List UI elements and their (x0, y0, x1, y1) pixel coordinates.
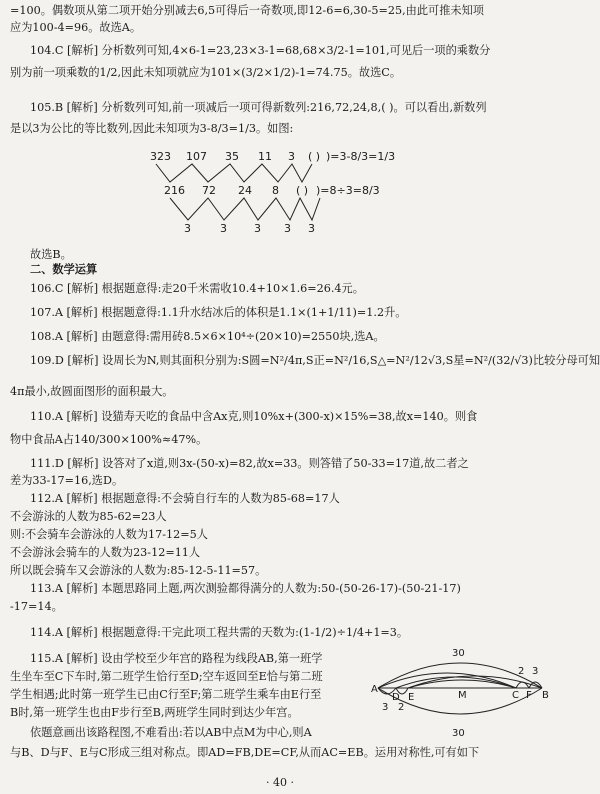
fig-row1-3: 11 (258, 150, 272, 163)
bottom-distance-label: 30 (452, 728, 465, 739)
answer-106: 106.C [解析] 根据题意得:走20千米需收10.4+10×1.6=26.4元。 (30, 282, 364, 295)
text-line: 是以3为公比的等比数列,因此未知项为3-8/3=1/3。如图: (10, 122, 294, 135)
text-line: 与B、D与F、E与C形成三组对称点。即AD=FB,DE=CF,从而AC=EB。运用对称性,可有如下 (10, 746, 480, 759)
fig-row2-0: 216 (164, 184, 185, 197)
label-ad: 3 (382, 702, 389, 713)
point-f: F (526, 690, 532, 701)
fig-row3-3: 3 (284, 222, 291, 235)
answer-104: 104.C [解析] 分析数列可知,4×6-1=23,23×3-1=68,68×3/2-1=101,可见后一项的乘数分 (30, 44, 491, 57)
text-line: 应为100-4=96。故选A。 (10, 21, 142, 34)
fig-row3-1: 3 (220, 222, 227, 235)
text-line: 别为前一项乘数的1/2,因此未知项就应为101×(3/2×1/2)-1=74.75。故选C。 (10, 66, 402, 79)
answer-111: 111.D [解析] 设答对了x道,则3x-(50-x)=82,故x=33。则答错了50-33=17道,故二者之 (30, 457, 469, 470)
route-diagram (372, 644, 552, 740)
answer-109: 109.D [解析] 设周长为N,则其面积分别为:S圆=N²/4π,S正=N²/16,S△=N²/12√3,S星=N²/(32/√3)比较分母可知 (30, 354, 600, 367)
answer-113: 113.A [解析] 本题思路同上题,两次测验都得满分的人数为:50-(50-26-17)-(50-21-17) (30, 582, 461, 595)
text-line: 不会游泳的人数为85-62=23人 (10, 510, 167, 523)
label-de: 2 (398, 702, 405, 713)
text-line: B时,第一班学生也由F步行至B,两班学生同时到达少年宫。 (10, 706, 299, 719)
fig-row2-tail: )=8÷3=8/3 (316, 184, 380, 197)
text-line: 差为33-17=16,选D。 (10, 474, 124, 487)
answer-105: 105.B [解析] 分析数列可知,前一项减后一项可得新数列:216,72,24,8,( )。可以看出,新数列 (30, 101, 487, 114)
point-c: C (512, 690, 519, 701)
fig-row2-2: 24 (238, 184, 252, 197)
text-line: 所以既会骑车又会游泳的人数为:85-12-5-11=57。 (10, 564, 267, 577)
fig-row1-4: 3 (288, 150, 295, 163)
text-line: 生坐车至C下车时,第二班学生恰行至D;空车返回至E恰与第二班 (10, 670, 323, 683)
point-m: M (458, 690, 467, 701)
fig-row3-2: 3 (254, 222, 261, 235)
point-a: A (371, 684, 378, 695)
point-d: D (392, 692, 400, 703)
sequence-difference-figure (150, 148, 410, 238)
fig-row2-1: 72 (202, 184, 216, 197)
text-line: -17=14。 (10, 600, 63, 613)
fig-row1-5: ( ) (308, 150, 321, 163)
label-fb: 3 (532, 666, 539, 677)
arc-e-c (408, 680, 516, 688)
fig-row2-3: 8 (272, 184, 279, 197)
text-line: 不会游泳会骑车的人数为23-12=11人 (10, 546, 201, 559)
page-number: · 40 · (266, 776, 294, 789)
answer-110: 110.A [解析] 设猫寿天吃的食品中含Ax克,则10%x+(300-x)×15%=38,故x=140。则食 (30, 410, 478, 423)
text-line: 故选B。 (30, 248, 72, 261)
fig-row2-4: ( ) (296, 184, 309, 197)
fig-row1-1: 107 (186, 150, 207, 163)
text-line: 依题意画出该路程图,不难看出:若以AB中点M为中心,则A (30, 726, 312, 739)
fig-row1-0: 323 (150, 150, 171, 163)
text-line: 物中食品A占140/300×100%≈47%。 (10, 433, 208, 446)
fig-row1-tail: )=3-8/3=1/3 (326, 150, 396, 163)
answer-114: 114.A [解析] 根据题意得:干完此项工程共需的天数为:(1-1/2)÷1/4+1=3。 (30, 626, 409, 639)
fig-row1-2: 35 (225, 150, 239, 163)
answer-115: 115.A [解析] 设由学校至少年宫的路程为线段AB,第一班学 (30, 652, 323, 665)
text-line: 学生相遇;此时第一班学生已由C行至F;第二班学生乘车由E行至 (10, 688, 322, 701)
answer-108: 108.A [解析] 由题意得:需用砖8.5×6×10⁴÷(20×10)=2550块,选A。 (30, 330, 385, 343)
section-heading: 二、数学运算 (30, 262, 98, 276)
answer-112: 112.A [解析] 根据题意得:不会骑自行车的人数为85-68=17人 (30, 492, 340, 505)
fig-row3-0: 3 (184, 222, 191, 235)
text-line: 4π最小,故圆面图形的面积最大。 (10, 385, 174, 398)
point-b: B (542, 690, 549, 701)
label-cf: 2 (518, 666, 525, 677)
fig-row3-4: 3 (308, 222, 315, 235)
text-line: =100。偶数项从第二项开始分别减去6,5可得后一奇数项,即12-6=6,30-5=25,由此可推未知项 (10, 4, 484, 17)
answer-107: 107.A [解析] 根据题意得:1.1升水结冰后的体积是1.1×(1+1/11)=1.2升。 (30, 306, 407, 319)
text-line: 则:不会骑车会游泳的人数为17-12=5人 (10, 528, 208, 541)
point-e: E (408, 692, 415, 703)
top-distance-label: 30 (452, 648, 465, 659)
